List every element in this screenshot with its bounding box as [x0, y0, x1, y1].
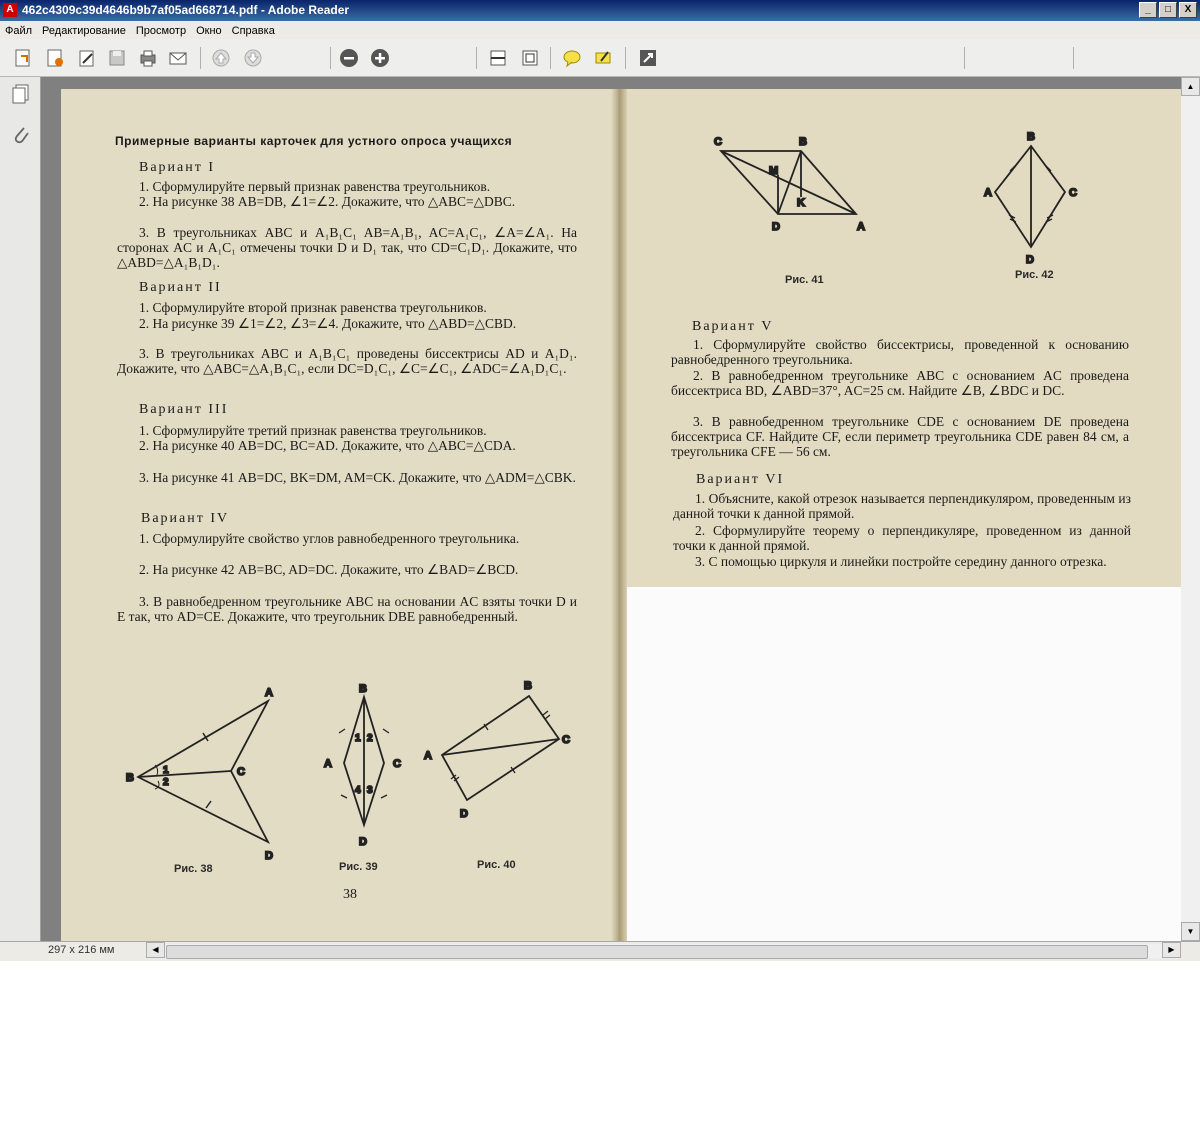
variant-4-heading: Вариант IV [141, 511, 230, 526]
fig42-label-b: B [1027, 131, 1035, 143]
scroll-thumb[interactable] [166, 945, 1148, 959]
window-title: 462c4309c39d4646b9b7af05ad668714.pdf - Adobe Reader [22, 3, 350, 17]
fig42-label-c: C [1069, 187, 1077, 199]
toolbar-separator [964, 47, 965, 69]
page-number: 38 [343, 887, 357, 902]
caption-fig-42: Рис. 42 [1015, 269, 1054, 281]
create-pdf-icon[interactable] [12, 47, 34, 69]
scroll-down-icon[interactable]: ▼ [1181, 922, 1200, 941]
page-title: Примерные варианты карточек для устного опроса учащихся [115, 134, 513, 148]
fig38-label-a: A [265, 687, 273, 699]
scroll-up-icon[interactable]: ▲ [1181, 77, 1200, 96]
fig41-label-b: B [799, 136, 807, 148]
menu-edit[interactable]: Редактирование [42, 25, 126, 37]
vertical-scrollbar[interactable] [1181, 77, 1200, 941]
toolbar-separator [330, 47, 331, 69]
menu-view[interactable]: Просмотр [135, 25, 187, 37]
variant-4-q3: 3. В равнобедренном треугольнике ABC на основании AC взяты точки D и E так, что AD=CE. Докажите, что треугольник DBE равнобедренный. [117, 594, 577, 625]
fig40-label-d: D [460, 808, 468, 820]
scroll-left-icon[interactable]: ◀ [146, 942, 165, 958]
variant-4-q2: 2. На рисунке 42 AB=BC, AD=DC. Докажите, что ∠BAD=∠BCD. [139, 562, 519, 577]
variant-1-q1: 1. Сформулируйте первый признак равенства треугольников. [139, 179, 491, 194]
variant-4-q1: 1. Сформулируйте свойство углов равнобедренного треугольника. [139, 531, 520, 546]
caption-fig-38: Рис. 38 [174, 863, 213, 875]
document-view[interactable] [41, 77, 1181, 941]
caption-fig-39: Рис. 39 [339, 861, 378, 873]
horizontal-scrollbar[interactable] [146, 944, 1180, 958]
toolbar-separator [1073, 47, 1074, 69]
variant-2-q1: 1. Сформулируйте второй признак равенства треугольников. [139, 300, 487, 315]
fullscreen-icon[interactable] [637, 47, 659, 69]
variant-5-heading: Вариант V [692, 319, 774, 334]
fig39-angle-3: 3 [367, 785, 373, 796]
zoom-out-icon[interactable] [338, 47, 360, 69]
print-icon[interactable] [137, 47, 159, 69]
figures-38-40 [111, 677, 581, 877]
variant-5-q1: 1. Сформулируйте свойство биссектрисы, проведенной к основанию равнобедренного треугольника. [671, 337, 1129, 368]
fig38-label-c: C [237, 766, 245, 778]
fig39-label-b: B [359, 683, 367, 695]
scroll-right-icon[interactable]: ▶ [1162, 942, 1181, 958]
highlight-icon[interactable] [592, 47, 614, 69]
attachments-icon[interactable] [11, 123, 31, 150]
figure-38 [126, 687, 273, 862]
minimize-button[interactable]: _ [1139, 2, 1157, 18]
variant-6-heading: Вариант VI [696, 472, 785, 487]
fig39-angle-2: 2 [367, 733, 373, 744]
fig41-label-a: A [857, 221, 865, 233]
fig39-label-a: A [324, 758, 332, 770]
variant-2-q3: 3. В треугольниках ABC и A₁B₁C₁ проведены биссектрисы AD и A₁D₁. Докажите, что △ABC=△A₁B₁C₁, если DC=D₁C₁, ∠C=∠C₁, ∠ADC=∠A₁D₁C₁. [117, 346, 577, 377]
maximize-button[interactable]: □ [1159, 2, 1177, 18]
figures-41-42 [701, 129, 1121, 289]
toolbar-separator [550, 47, 551, 69]
variant-3-q1: 1. Сформулируйте третий признак равенства треугольников. [139, 423, 487, 438]
fig39-angle-4: 4 [355, 785, 361, 796]
variant-1-heading: Вариант I [139, 160, 216, 175]
prev-page-icon[interactable] [210, 47, 232, 69]
figure-41 [714, 136, 865, 233]
variant-2-heading: Вариант II [139, 280, 222, 295]
variant-6-q1: 1. Объясните, какой отрезок называется перпендикуляром, проведенным из данной точки к данной прямой. [673, 491, 1131, 522]
fit-width-icon[interactable] [487, 47, 509, 69]
variant-1-q3: 3. В треугольниках ABC и A₁B₁C₁ AB=A₁B₁, AC=A₁C₁, ∠A=∠A₁. На сторонах AC и A₁C₁ отмечены точки D и D₁ так, что CD=C₁D₁. Докажите, что △ABD=△A₁B₁D₁. [117, 225, 577, 271]
page-thumbnails-icon[interactable] [11, 83, 31, 110]
page-size-label: 297 x 216 мм [48, 944, 115, 956]
variant-5-q2: 2. В равнобедренном треугольнике ABC с основанием AC проведена биссектриса BD, ∠ABD=37°, AC=25 см. Найдите ∠B, ∠BDC и DC. [671, 368, 1129, 399]
variant-2-q2: 2. На рисунке 39 ∠1=∠2, ∠3=∠4. Докажите, что △ABD=△CBD. [139, 316, 517, 331]
menu-window[interactable]: Окно [196, 25, 222, 37]
figure-39 [324, 683, 401, 848]
book-spine [611, 89, 627, 941]
zoom-in-icon[interactable] [369, 47, 391, 69]
fig39-label-d: D [359, 836, 367, 848]
comment-icon[interactable] [561, 47, 583, 69]
toolbar-separator [476, 47, 477, 69]
figure-42 [984, 131, 1077, 266]
save-icon[interactable] [106, 47, 128, 69]
variant-6-q2: 2. Сформулируйте теорему о перпендикуляре, проведенном из данной точки к данной прямой. [673, 523, 1131, 554]
email-icon[interactable] [167, 47, 189, 69]
white-paper-sheet [627, 587, 1181, 941]
fig40-label-c: C [562, 734, 570, 746]
navigation-sidebar [0, 77, 41, 941]
export-pdf-icon[interactable] [44, 47, 66, 69]
fig41-label-c: C [714, 136, 722, 148]
fig38-angle-2: 2 [163, 777, 169, 788]
menu-bar [0, 21, 1200, 39]
fig42-label-d: D [1026, 254, 1034, 266]
toolbar-separator [625, 47, 626, 69]
status-bar [0, 941, 1200, 961]
fig39-angle-1: 1 [355, 733, 361, 744]
fig40-label-b: B [524, 680, 532, 692]
caption-fig-41: Рис. 41 [785, 274, 824, 286]
menu-help[interactable]: Справка [231, 25, 275, 37]
variant-5-q3: 3. В равнобедренном треугольнике CDE с основанием DE проведена биссектриса CF. Найдите CF, если периметр треугольника CDE равен 84 см, а треугольника CFE — 56 см. [671, 414, 1129, 460]
toolbar-separator [200, 47, 201, 69]
edit-icon[interactable] [76, 47, 98, 69]
fig39-label-c: C [393, 758, 401, 770]
caption-fig-40: Рис. 40 [477, 859, 516, 871]
title-bar [0, 0, 1200, 21]
pdf-icon: A [3, 3, 17, 17]
variant-1-q2: 2. На рисунке 38 AB=DB, ∠1=∠2. Докажите, что △ABC=△DBC. [139, 194, 516, 209]
fit-page-icon[interactable] [519, 47, 541, 69]
figure-40 [424, 680, 570, 820]
fig41-label-d: D [772, 221, 780, 233]
fig38-angle-1: 1 [163, 765, 169, 776]
fig38-label-b: B [126, 772, 134, 784]
fig42-label-a: A [984, 187, 992, 199]
close-button[interactable]: X [1179, 2, 1197, 18]
fig41-label-k: K [797, 197, 805, 209]
menu-file[interactable]: Файл [5, 25, 33, 37]
variant-6-q3: 3. С помощью циркуля и линейки постройте середину данного отрезка. [695, 554, 1107, 569]
fig41-label-m: M [769, 165, 779, 177]
variant-3-heading: Вариант III [139, 402, 229, 417]
variant-3-q3: 3. На рисунке 41 AB=DC, BK=DM, AM=CK. Докажите, что △ADM=△CBK. [139, 470, 576, 485]
fig38-label-d: D [265, 850, 273, 862]
variant-3-q2: 2. На рисунке 40 AB=DC, BC=AD. Докажите, что △ABC=△CDA. [139, 438, 516, 453]
fig40-label-a: A [424, 750, 432, 762]
next-page-icon[interactable] [242, 47, 264, 69]
toolbar [0, 39, 1200, 77]
